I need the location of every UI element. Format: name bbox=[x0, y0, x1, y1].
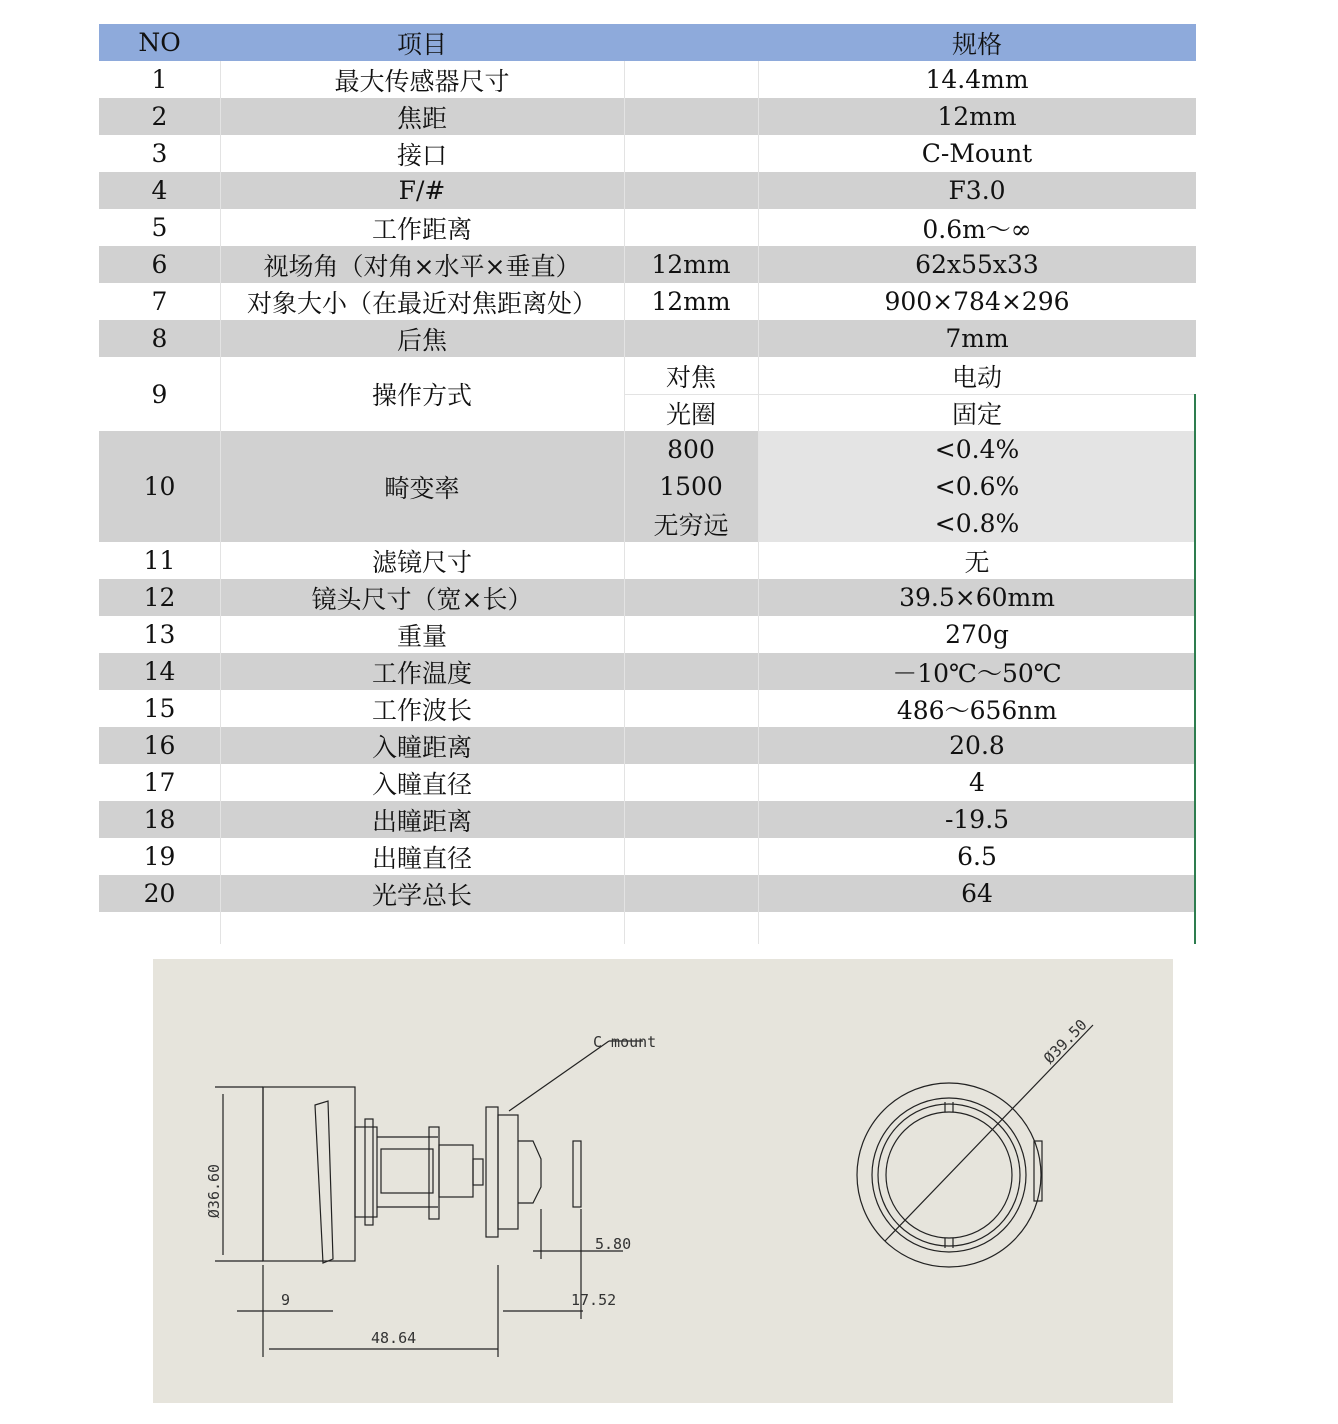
row-condition: 光圈 bbox=[665, 399, 716, 429]
row-spec: <0.8% bbox=[758, 505, 1196, 542]
row-item: 工作温度 bbox=[371, 658, 472, 688]
table-row bbox=[99, 209, 1196, 246]
row-spec: 4 bbox=[969, 768, 985, 797]
row-item: 入瞳距离 bbox=[371, 732, 472, 762]
table-row bbox=[99, 616, 1196, 653]
lens-dimension-drawing bbox=[153, 959, 1173, 1403]
row-condition: 1500 bbox=[659, 472, 723, 501]
header-spec: 规格 bbox=[951, 29, 1002, 59]
table-row bbox=[99, 875, 1196, 912]
row-spec: 无 bbox=[964, 547, 990, 577]
row-number: 13 bbox=[143, 620, 176, 649]
dim-9-label: 9 bbox=[281, 1291, 291, 1309]
row-spec: －10℃～50℃ bbox=[892, 658, 1062, 688]
front-diameter-label: Ø39.50 bbox=[1040, 1015, 1091, 1068]
row-number: 9 bbox=[151, 379, 168, 409]
row-number: 2 bbox=[151, 102, 168, 131]
row-item: 重量 bbox=[396, 621, 447, 651]
row-condition bbox=[624, 542, 758, 579]
row-condition: 无穷远 bbox=[653, 510, 729, 540]
body-diameter-label: Ø36.60 bbox=[205, 1163, 223, 1219]
row-item: 入瞳直径 bbox=[371, 769, 472, 799]
row-condition bbox=[624, 727, 758, 764]
row-number: 15 bbox=[143, 694, 176, 723]
row-number: 5 bbox=[151, 213, 168, 242]
row-number: 3 bbox=[151, 139, 168, 168]
c-mount-label: C mount bbox=[593, 1033, 657, 1051]
header-item: 项目 bbox=[396, 29, 447, 59]
dim-17-52-label: 17.52 bbox=[571, 1291, 617, 1309]
row-spec: 20.8 bbox=[949, 731, 1005, 760]
row-item: 工作波长 bbox=[371, 695, 472, 725]
row-item: 焦距 bbox=[396, 103, 447, 133]
lens-barrel-outline bbox=[263, 1087, 355, 1261]
row-number: 10 bbox=[143, 472, 176, 501]
dim-5-80-label: 5.80 bbox=[595, 1235, 632, 1253]
row-item: 畸变率 bbox=[384, 473, 460, 503]
row-spec: 电动 bbox=[951, 362, 1002, 392]
table-row bbox=[99, 135, 1196, 172]
row-item: 镜头尺寸（宽×长） bbox=[311, 584, 533, 614]
row-condition bbox=[624, 875, 758, 912]
grid-line bbox=[624, 61, 625, 944]
row-item: 出瞳距离 bbox=[371, 806, 472, 836]
row-spec: 900×784×296 bbox=[884, 287, 1070, 316]
row-spec: 6.5 bbox=[957, 842, 997, 871]
table-row bbox=[99, 690, 1196, 727]
row-condition bbox=[624, 172, 758, 209]
c-mount-flange bbox=[486, 1107, 498, 1237]
row-number: 19 bbox=[143, 842, 176, 871]
row-spec: 64 bbox=[961, 879, 993, 908]
row-number: 8 bbox=[151, 324, 168, 353]
table-row bbox=[99, 653, 1196, 690]
table-row bbox=[99, 727, 1196, 764]
row-condition bbox=[624, 616, 758, 653]
table-row bbox=[99, 246, 1196, 283]
table-header bbox=[99, 24, 1196, 61]
table-row bbox=[99, 542, 1196, 579]
row-number: 17 bbox=[143, 768, 176, 797]
row-condition bbox=[624, 764, 758, 801]
row-number: 4 bbox=[151, 176, 168, 205]
row-spec: F3.0 bbox=[948, 176, 1006, 205]
cell-border-accent bbox=[1194, 394, 1196, 944]
table-row bbox=[99, 764, 1196, 801]
grid-line bbox=[220, 61, 221, 944]
row-condition bbox=[624, 209, 758, 246]
row-spec: 62x55x33 bbox=[915, 250, 1039, 279]
grid-line bbox=[758, 61, 759, 944]
table-row bbox=[99, 98, 1196, 135]
row-condition bbox=[624, 838, 758, 875]
row-number: 7 bbox=[151, 287, 168, 316]
row-spec: -19.5 bbox=[944, 805, 1010, 834]
row-number: 16 bbox=[143, 731, 176, 760]
row-item: 对象大小（在最近对焦距离处） bbox=[246, 288, 597, 318]
row-condition bbox=[624, 579, 758, 616]
row-condition: 12mm bbox=[651, 250, 731, 279]
row-condition bbox=[624, 320, 758, 357]
table-row bbox=[99, 283, 1196, 320]
table-row bbox=[99, 357, 1196, 431]
row-spec: 7mm bbox=[945, 324, 1009, 353]
row-item: 视场角（对角×水平×垂直） bbox=[263, 251, 581, 281]
row-number: 14 bbox=[143, 657, 176, 686]
row-spec: <0.4% bbox=[758, 431, 1196, 468]
header-no: NO bbox=[138, 28, 181, 57]
row-item: 滤镜尺寸 bbox=[371, 547, 472, 577]
row-item: 工作距离 bbox=[371, 214, 472, 244]
row-condition bbox=[624, 801, 758, 838]
table-row bbox=[99, 320, 1196, 357]
row-spec: 0.6m～∞ bbox=[922, 214, 1032, 244]
row-spec: 12mm bbox=[937, 102, 1017, 131]
row-item: 光学总长 bbox=[371, 880, 472, 910]
table-row bbox=[99, 172, 1196, 209]
row-item: 接口 bbox=[396, 140, 447, 170]
row-spec: <0.6% bbox=[758, 468, 1196, 505]
drawing-svg bbox=[153, 959, 1173, 1403]
row-number: 1 bbox=[151, 65, 168, 94]
row-spec: 39.5×60mm bbox=[899, 583, 1055, 612]
row-item: F/# bbox=[398, 176, 446, 205]
row-condition bbox=[624, 653, 758, 690]
row-condition: 800 bbox=[667, 435, 715, 464]
row-condition: 12mm bbox=[651, 287, 731, 316]
row-item: 后焦 bbox=[396, 325, 447, 355]
row-item: 最大传感器尺寸 bbox=[334, 66, 510, 96]
table-row bbox=[99, 801, 1196, 838]
row-spec: 固定 bbox=[951, 399, 1002, 429]
dim-48-64-label: 48.64 bbox=[371, 1329, 417, 1347]
table-row bbox=[99, 579, 1196, 616]
row-number: 6 bbox=[151, 250, 168, 279]
table-row bbox=[99, 431, 1196, 542]
row-condition bbox=[624, 61, 758, 98]
table-row bbox=[99, 838, 1196, 875]
row-item: 出瞳直径 bbox=[371, 843, 472, 873]
focus-ring-slot bbox=[315, 1101, 333, 1263]
row-number: 20 bbox=[143, 879, 176, 908]
row-spec: C-Mount bbox=[921, 139, 1033, 168]
row-condition: 对焦 bbox=[665, 362, 716, 392]
row-spec: 270g bbox=[945, 620, 1009, 649]
row-number: 18 bbox=[143, 805, 176, 834]
table-row bbox=[99, 61, 1196, 98]
row-condition bbox=[624, 135, 758, 172]
row-spec: 14.4mm bbox=[925, 65, 1029, 94]
row-number: 11 bbox=[143, 546, 176, 575]
row-condition bbox=[624, 98, 758, 135]
row-item: 操作方式 bbox=[371, 381, 472, 410]
row-condition bbox=[624, 690, 758, 727]
row-number: 12 bbox=[143, 583, 176, 612]
row-spec: 486～656nm bbox=[896, 695, 1058, 725]
